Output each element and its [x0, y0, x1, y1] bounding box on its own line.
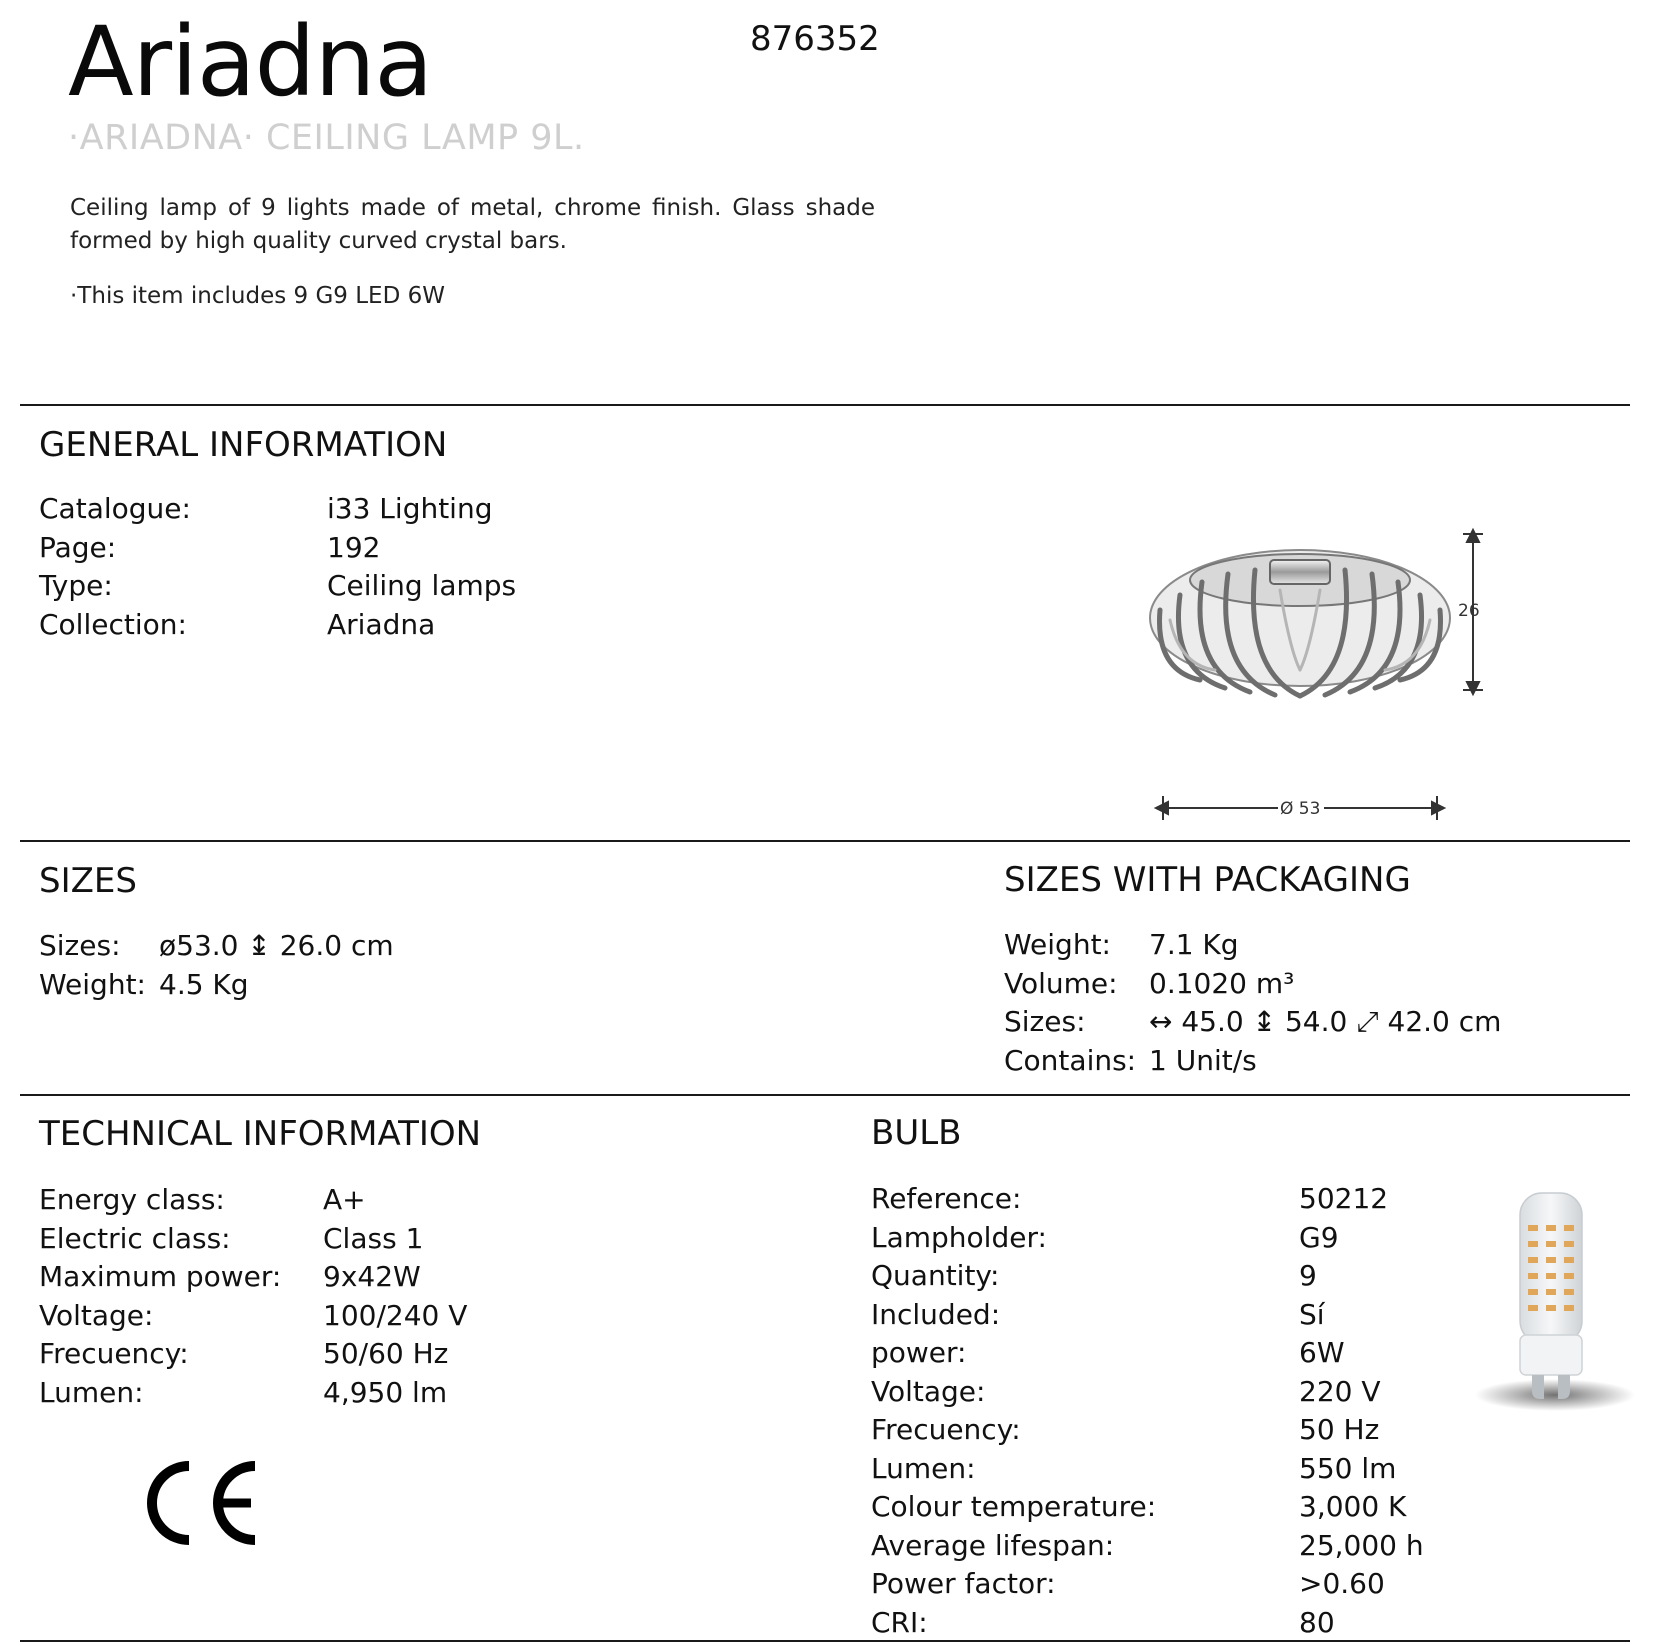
packaging-row-weight — [1004, 926, 1624, 965]
g9-led-bulb-icon — [1470, 1185, 1640, 1425]
section-divider — [20, 1640, 1630, 1642]
section-divider — [20, 840, 1630, 842]
general-value: Ceiling lamps — [327, 569, 517, 602]
technical-label: Frecuency: — [39, 1337, 189, 1370]
bulb-value: >0.60 — [1299, 1567, 1385, 1600]
general-row-type — [39, 567, 639, 606]
packaging-label: Contains: — [1004, 1043, 1137, 1077]
bulb-row-frequency — [871, 1411, 1431, 1450]
general-value: i33 Lighting — [327, 492, 493, 525]
general-information-heading: GENERAL INFORMATION — [39, 425, 448, 465]
bulb-row-included — [871, 1296, 1431, 1335]
bulb-row-colour-temperature — [871, 1488, 1431, 1527]
packaging-label: Weight: — [1004, 928, 1111, 961]
bulb-label: Voltage: — [871, 1374, 986, 1408]
bulb-label: Lampholder: — [871, 1220, 1047, 1254]
bulb-row-power — [871, 1334, 1431, 1373]
sizes-heading: SIZES — [39, 861, 137, 901]
bulb-row-voltage — [871, 1373, 1431, 1412]
bulb-label: CRI: — [871, 1605, 928, 1639]
bulb-label: Average lifespan: — [871, 1528, 1115, 1562]
general-row-page — [39, 529, 639, 568]
general-information-list — [39, 490, 639, 644]
technical-information-heading: TECHNICAL INFORMATION — [39, 1114, 482, 1154]
packaging-row-volume — [1004, 965, 1624, 1004]
bulb-label: power: — [871, 1336, 967, 1369]
packaging-label: Volume: — [1004, 966, 1118, 1000]
technical-value: 4,950 lm — [323, 1375, 448, 1409]
diameter-label: Ø 53 — [1280, 799, 1321, 819]
product-subtitle: ·ARIADNA· CEILING LAMP 9L. — [68, 118, 585, 158]
technical-label: Lumen: — [39, 1375, 144, 1409]
section-divider — [20, 1094, 1630, 1096]
bulb-label: Lumen: — [871, 1451, 976, 1485]
technical-label: Electric class: — [39, 1221, 231, 1255]
packaging-value: 7.1 Kg — [1149, 928, 1239, 961]
bulb-value: 6W — [1299, 1336, 1345, 1369]
ce-mark-icon — [145, 1458, 265, 1548]
technical-value: 100/240 V — [323, 1298, 468, 1332]
section-divider — [20, 404, 1630, 406]
general-label: Catalogue: — [39, 492, 191, 525]
general-value: 192 — [327, 530, 381, 564]
technical-value: A+ — [323, 1183, 366, 1216]
technical-information-list — [39, 1181, 639, 1412]
packaging-list — [1004, 926, 1624, 1080]
packaging-row-sizes — [1004, 1003, 1624, 1042]
bulb-row-average-lifespan — [871, 1527, 1431, 1566]
bulb-value: 9 — [1299, 1259, 1317, 1292]
product-description: Ceiling lamp of 9 lights made of metal, chrome finish. Glass shade formed by high quality curved crystal bars. — [70, 195, 875, 254]
technical-row-frequency — [39, 1335, 639, 1374]
packaging-value: ↔ 45.0 ↨ 54.0 ⤢ 42.0 cm — [1149, 1005, 1502, 1038]
lamp-dimension-diagram — [1140, 520, 1520, 830]
bulb-row-cri — [871, 1604, 1431, 1643]
ceiling-lamp-illustration — [1150, 550, 1450, 696]
packaging-value: 0.1020 m³ — [1149, 966, 1295, 1000]
bulb-label: Colour temperature: — [871, 1490, 1157, 1523]
product-code: 876352 — [750, 19, 880, 59]
product-name: Ariadna — [68, 6, 433, 118]
packaging-heading: SIZES WITH PACKAGING — [1004, 860, 1411, 900]
bulb-value: 25,000 h — [1299, 1528, 1424, 1562]
bulb-heading: BULB — [871, 1113, 962, 1153]
technical-row-electric-class — [39, 1220, 639, 1259]
bulb-value: 550 lm — [1299, 1451, 1397, 1485]
sizes-row-dimensions — [39, 927, 639, 966]
bulb-row-quantity — [871, 1257, 1431, 1296]
bulb-label: Reference: — [871, 1182, 1022, 1215]
bulb-row-lampholder — [871, 1219, 1431, 1258]
bulb-value: 50 Hz — [1299, 1413, 1380, 1446]
technical-row-maximum-power — [39, 1258, 639, 1297]
sizes-row-weight — [39, 966, 639, 1005]
packaging-row-contains — [1004, 1042, 1624, 1081]
bulb-list — [871, 1180, 1431, 1642]
bulb-value: 220 V — [1299, 1374, 1381, 1408]
bulb-label: Quantity: — [871, 1259, 1000, 1292]
bulb-row-power-factor — [871, 1565, 1431, 1604]
height-label: 26 — [1458, 601, 1480, 621]
product-includes-note: ·This item includes 9 G9 LED 6W — [70, 283, 445, 309]
sizes-value: 4.5 Kg — [159, 967, 249, 1001]
technical-value: Class 1 — [323, 1221, 424, 1255]
technical-value: 50/60 Hz — [323, 1337, 449, 1370]
technical-label: Energy class: — [39, 1183, 225, 1216]
technical-row-voltage — [39, 1297, 639, 1336]
general-label: Collection: — [39, 607, 187, 641]
technical-label: Maximum power: — [39, 1260, 282, 1293]
sizes-value: ø53.0 ↨ 26.0 cm — [159, 929, 394, 962]
packaging-label: Sizes: — [1004, 1005, 1086, 1038]
bulb-value: G9 — [1299, 1220, 1339, 1254]
sizes-label: Sizes: — [39, 929, 121, 962]
technical-row-energy-class — [39, 1181, 639, 1220]
technical-row-lumen — [39, 1374, 639, 1413]
bulb-value: Sí — [1299, 1297, 1325, 1331]
bulb-label: Included: — [871, 1297, 1001, 1331]
bulb-label: Frecuency: — [871, 1413, 1021, 1446]
general-row-catalogue — [39, 490, 639, 529]
technical-value: 9x42W — [323, 1260, 421, 1293]
packaging-value: 1 Unit/s — [1149, 1043, 1257, 1077]
sizes-label: Weight: — [39, 967, 146, 1001]
technical-label: Voltage: — [39, 1298, 154, 1332]
general-label: Type: — [39, 569, 113, 602]
sizes-list — [39, 927, 639, 1004]
bulb-row-lumen — [871, 1450, 1431, 1489]
general-value: Ariadna — [327, 607, 436, 641]
bulb-value: 50212 — [1299, 1182, 1389, 1215]
bulb-row-reference — [871, 1180, 1431, 1219]
bulb-value: 3,000 K — [1299, 1490, 1407, 1523]
bulb-label: Power factor: — [871, 1567, 1056, 1600]
general-row-collection — [39, 606, 639, 645]
bulb-value: 80 — [1299, 1605, 1335, 1639]
general-label: Page: — [39, 530, 117, 564]
